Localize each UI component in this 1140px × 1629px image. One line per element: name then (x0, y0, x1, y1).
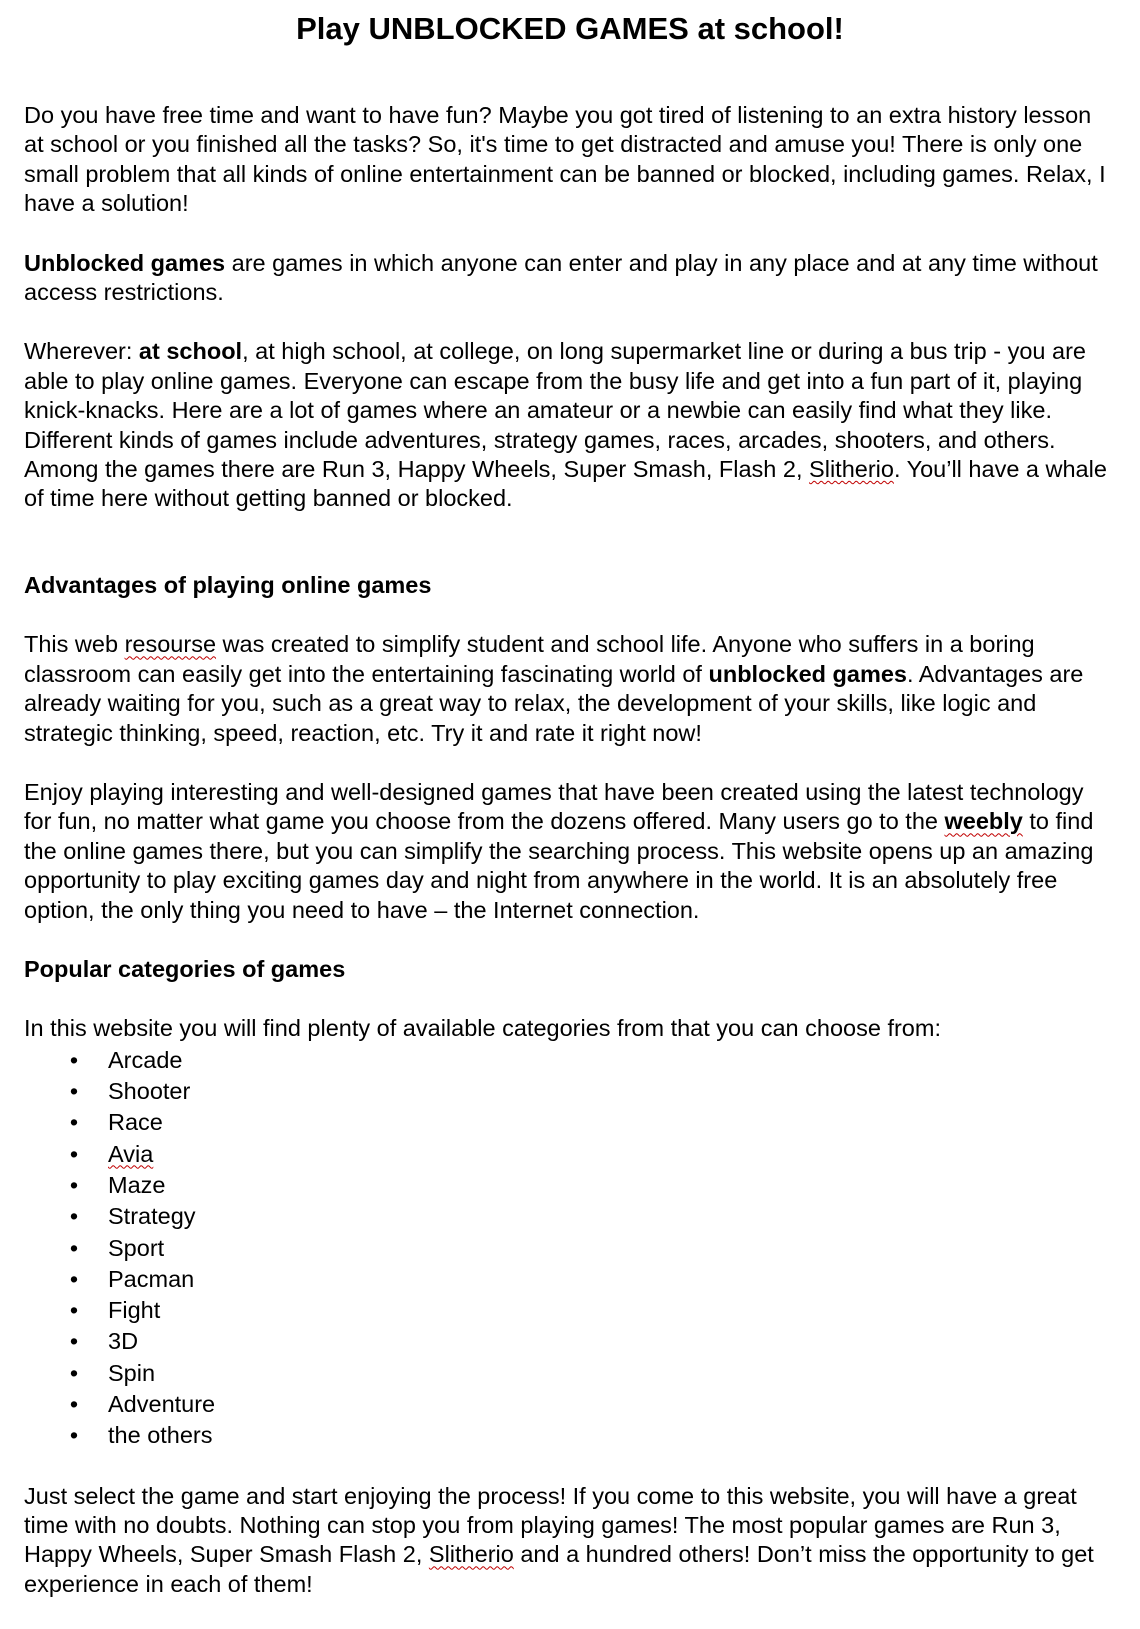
list-item (24, 1076, 1116, 1107)
bullet-icon: • (69, 1359, 79, 1386)
closing-paragraph (24, 1482, 1116, 1600)
spellcheck-word[interactable]: Slitherio (809, 456, 894, 483)
list-item-label: Sport (108, 1234, 165, 1261)
list-item-label: Race (108, 1109, 163, 1136)
wherever-lead: Wherever: (24, 338, 139, 365)
bullet-icon: • (69, 1328, 79, 1355)
list-item (24, 1420, 1116, 1451)
bullet-icon: • (69, 1078, 79, 1105)
bullet-icon: • (69, 1046, 79, 1073)
intro-paragraph: Do you have free time and want to have fun? Maybe you got tired of listening to an extra history lesson at school or you finished all the tasks? So, it's time to get distracted and amuse you! There is only one small problem that all kinds of online entertainment can be banned or blocked, including games. Relax, I have a solution! (24, 102, 1106, 217)
advantages-p1-c: . Advantages are already waiting for you, such as a great way to relax, the development of your skills, like logic and strategic thinking, speed, reaction, etc. Try it and rate it right now! (24, 660, 1084, 746)
list-item (24, 1326, 1116, 1357)
list-item (24, 1201, 1116, 1232)
advantages-p1-a: This web (24, 631, 125, 658)
list-item (24, 1264, 1116, 1295)
advantages-p1-b: was created to simplify student and school life. Anyone who suffers in a boring classroom can easily get into the entertaining fascinating world of (24, 631, 1035, 687)
categories-intro: In this website you will find plenty of available categories from that you can choose from: (24, 1015, 941, 1042)
list-item (24, 1045, 1116, 1076)
bullet-icon: • (69, 1391, 79, 1418)
advantages-p1-bold: unblocked games (708, 660, 907, 687)
list-item (24, 1107, 1116, 1138)
closing-text-b: and a hundred others! Don’t miss the opportunity to get experience in each of them! (24, 1541, 1094, 1597)
wherever-text-b: . You’ll have a whale of time here without getting banned or blocked. (24, 456, 1107, 512)
definition-paragraph (24, 249, 1116, 308)
categories-heading: Popular categories of games (24, 955, 346, 982)
spellcheck-word[interactable]: weebly (944, 808, 1023, 835)
bullet-icon: • (69, 1422, 79, 1449)
bullet-icon: • (69, 1109, 79, 1136)
list-item-label: the others (108, 1422, 213, 1449)
bullet-icon: • (69, 1234, 79, 1261)
list-item-label: Arcade (108, 1046, 183, 1073)
spellcheck-word[interactable]: resourse (124, 631, 217, 658)
definition-term: Unblocked games (24, 249, 226, 276)
list-item (24, 1233, 1116, 1264)
list-item-label: Pacman (108, 1265, 195, 1292)
list-item-label: 3D (108, 1328, 139, 1355)
bullet-icon: • (69, 1265, 79, 1292)
list-item-label: Adventure (108, 1391, 216, 1418)
categories-list (24, 1045, 1116, 1452)
advantages-paragraph-2 (24, 778, 1116, 925)
advantages-paragraph-1 (24, 630, 1116, 748)
spellcheck-word[interactable]: Slitherio (428, 1541, 514, 1568)
list-item-label: Maze (108, 1171, 166, 1198)
page-title: Play UNBLOCKED GAMES at school! (296, 11, 844, 46)
advantages-heading: Advantages of playing online games (24, 571, 432, 598)
advantages-p2-a: Enjoy playing interesting and well-designed games that have been created using the latest technology for fun, no matter what game you choose from the dozens offered. Many users go to the (24, 778, 1084, 835)
definition-text: are games in which anyone can enter and play in any place and at any time without access restrictions. (24, 249, 1098, 306)
wherever-text-a: , at high school, at college, on long supermarket line or during a bus trip - you are able to play online games. Everyone can escape from the busy life and get into a fun part of it, playing knick-knacks. Here are a lot of games where an amateur or a newbie can easily find what they like. Different kinds of games include adventures, strategy games, races, arcades, shooters, and others. Among the games there are Run 3, Happy Wheels, Super Smash, Flash 2, (24, 338, 1086, 483)
list-item-label: Shooter (108, 1078, 191, 1105)
closing-text-a: Just select the game and start enjoying the process! If you come to this website, you will have a great time with no doubts. Nothing can stop you from playing games! The most popular games are Run 3, Happy Wheels, Super Smash Flash 2, (24, 1482, 1077, 1568)
wherever-bold: at school (138, 338, 243, 365)
list-item (24, 1170, 1116, 1201)
wherever-paragraph (24, 337, 1116, 513)
bullet-icon: • (69, 1171, 79, 1198)
spellcheck-word[interactable]: Avia (108, 1140, 154, 1167)
list-item-label: Strategy (108, 1203, 196, 1230)
bullet-icon: • (69, 1203, 79, 1230)
list-item (24, 1389, 1116, 1420)
advantages-p2-b: to find the online games there, but you can simplify the searching process. This website opens up an amazing opportunity to play exciting games day and night from anywhere in the world. It is an absolutely free option, the only thing you need to have – the Internet connection. (24, 808, 1094, 923)
list-item (24, 1358, 1116, 1389)
list-item-label: Spin (108, 1359, 156, 1386)
bullet-icon: • (69, 1297, 79, 1324)
list-item (24, 1139, 1116, 1170)
list-item (24, 1295, 1116, 1326)
bullet-icon: • (69, 1140, 79, 1167)
list-item-label: Fight (108, 1297, 161, 1324)
